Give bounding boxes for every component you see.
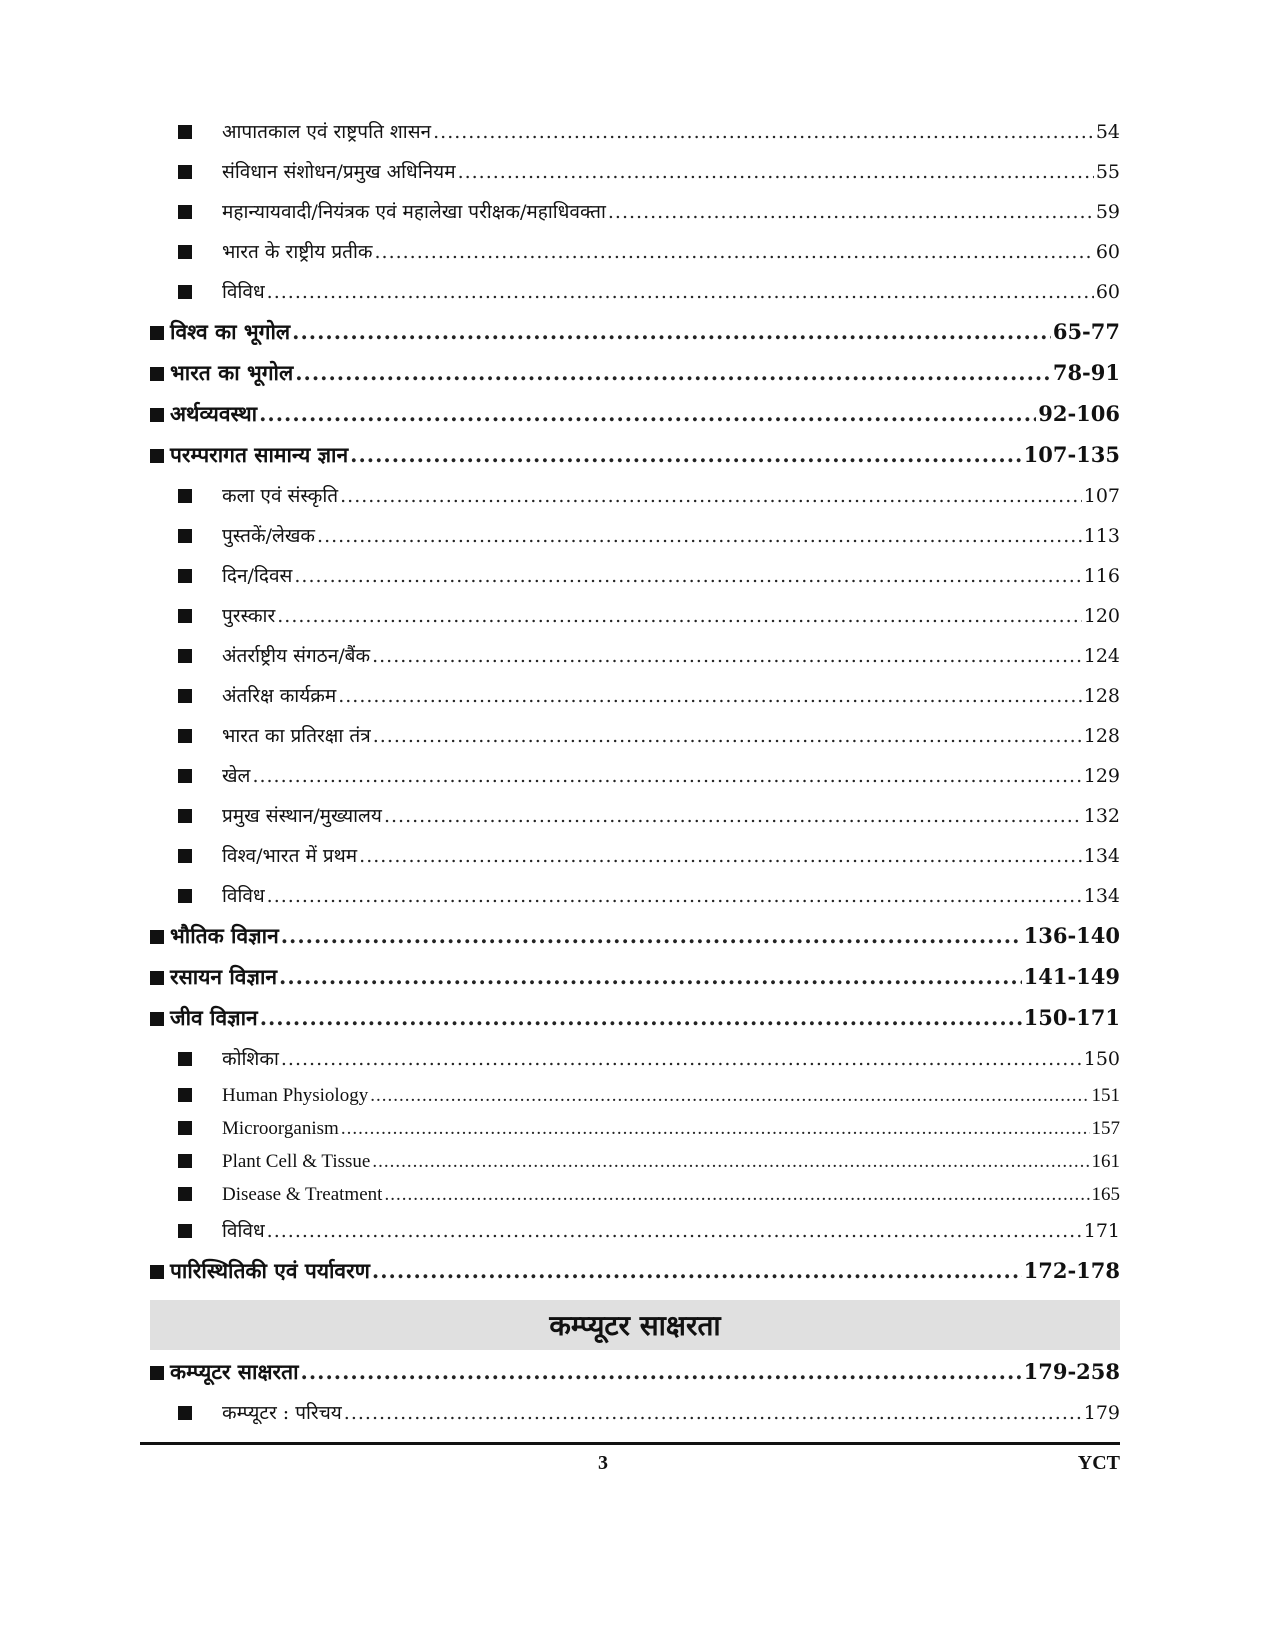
toc-entry[interactable]: विश्व/भारत में प्रथम ..... 134 — [150, 842, 1120, 882]
square-bullet-icon — [178, 849, 192, 863]
dot-leader — [260, 1005, 1022, 1030]
dot-leader — [372, 645, 1082, 667]
dot-leader — [259, 401, 1036, 426]
square-bullet-icon — [178, 245, 192, 259]
toc-entry[interactable]: Microorganism ..... 157 — [150, 1118, 1120, 1151]
dot-leader — [458, 161, 1094, 183]
square-bullet-icon — [178, 1406, 192, 1420]
dot-leader — [350, 442, 1021, 467]
toc-chapter[interactable]: परम्परागत सामान्य ज्ञान ..... 107-135 — [150, 441, 1120, 482]
square-bullet-icon — [178, 205, 192, 219]
toc-chapter[interactable]: अर्थव्यवस्था ..... 92-106 — [150, 400, 1120, 441]
toc-entry[interactable]: पुरस्कार ..... 120 — [150, 602, 1120, 642]
square-bullet-icon — [178, 889, 192, 903]
toc-chapter[interactable]: कम्प्यूटर साक्षरता ..... 179-258 — [150, 1358, 1120, 1399]
dot-leader — [281, 1048, 1082, 1070]
section-heading: कम्प्यूटर साक्षरता — [150, 1300, 1120, 1350]
toc-entry[interactable]: Plant Cell & Tissue ..... 161 — [150, 1151, 1120, 1184]
square-bullet-icon — [178, 809, 192, 823]
dot-leader — [292, 319, 1051, 344]
dot-leader — [359, 845, 1082, 867]
toc-entry[interactable]: भारत के राष्ट्रीय प्रतीक ..... 60 — [150, 238, 1120, 278]
toc-entry[interactable]: कोशिका ..... 150 — [150, 1045, 1120, 1085]
square-bullet-icon — [178, 1187, 192, 1201]
dot-leader — [294, 565, 1081, 587]
square-bullet-icon — [178, 1088, 192, 1102]
dot-leader — [370, 1085, 1089, 1107]
dot-leader — [372, 1151, 1089, 1173]
toc-chapter[interactable]: रसायन विज्ञान ..... 141-149 — [150, 963, 1120, 1004]
toc-entry[interactable]: भारत का प्रतिरक्षा तंत्र ..... 128 — [150, 722, 1120, 762]
square-bullet-icon — [150, 449, 164, 463]
dot-leader — [433, 121, 1094, 143]
toc-entry[interactable]: कला एवं संस्कृति ..... 107 — [150, 482, 1120, 522]
dot-leader — [373, 725, 1082, 747]
toc-chapter[interactable]: भारत का भूगोल ..... 78-91 — [150, 359, 1120, 400]
toc-chapter[interactable]: विश्व का भूगोल ..... 65-77 — [150, 318, 1120, 359]
toc-chapter[interactable]: भौतिक विज्ञान ..... 136-140 — [150, 922, 1120, 963]
square-bullet-icon — [150, 971, 164, 985]
toc-entry[interactable]: आपातकाल एवं राष्ट्रपति शासन ..... 54 — [150, 118, 1120, 158]
dot-leader — [317, 525, 1082, 547]
toc-entry[interactable]: प्रमुख संस्थान/मुख्यालय ..... 132 — [150, 802, 1120, 842]
dot-leader — [252, 765, 1081, 787]
square-bullet-icon — [178, 729, 192, 743]
dot-leader — [267, 281, 1094, 303]
square-bullet-icon — [178, 1154, 192, 1168]
square-bullet-icon — [178, 689, 192, 703]
square-bullet-icon — [178, 1052, 192, 1066]
square-bullet-icon — [178, 1121, 192, 1135]
dot-leader — [384, 1184, 1089, 1206]
square-bullet-icon — [150, 326, 164, 340]
dot-leader — [344, 1402, 1082, 1424]
square-bullet-icon — [178, 489, 192, 503]
square-bullet-icon — [178, 1224, 192, 1238]
square-bullet-icon — [150, 1012, 164, 1026]
dot-leader — [279, 964, 1022, 989]
dot-leader — [384, 805, 1082, 827]
square-bullet-icon — [178, 125, 192, 139]
dot-leader — [295, 360, 1051, 385]
dot-leader — [281, 923, 1022, 948]
dot-leader — [374, 241, 1093, 263]
page-number: 3 — [598, 1452, 608, 1474]
square-bullet-icon — [150, 930, 164, 944]
square-bullet-icon — [150, 1366, 164, 1380]
toc-chapter[interactable]: जीव विज्ञान ..... 150-171 — [150, 1004, 1120, 1045]
square-bullet-icon — [178, 165, 192, 179]
toc-entry[interactable]: Disease & Treatment ..... 165 — [150, 1184, 1120, 1217]
dot-leader — [372, 1258, 1022, 1283]
square-bullet-icon — [178, 285, 192, 299]
square-bullet-icon — [150, 367, 164, 381]
dot-leader — [338, 685, 1082, 707]
toc-entry[interactable]: कम्प्यूटर : परिचय ..... 179 — [150, 1399, 1120, 1439]
square-bullet-icon — [178, 649, 192, 663]
square-bullet-icon — [150, 1265, 164, 1279]
dot-leader — [341, 1118, 1090, 1140]
toc-entry[interactable]: दिन/दिवस ..... 116 — [150, 562, 1120, 602]
toc-entry[interactable]: अंतरिक्ष कार्यक्रम ..... 128 — [150, 682, 1120, 722]
dot-leader — [267, 1220, 1082, 1242]
toc-entry[interactable]: संविधान संशोधन/प्रमुख अधिनियम ..... 55 — [150, 158, 1120, 198]
square-bullet-icon — [150, 408, 164, 422]
publisher-brand: YCT — [1077, 1452, 1120, 1474]
toc-entry[interactable]: अंतर्राष्ट्रीय संगठन/बैंक ..... 124 — [150, 642, 1120, 682]
dot-leader — [608, 201, 1094, 223]
footer-divider — [140, 1442, 1120, 1445]
square-bullet-icon — [178, 569, 192, 583]
toc-entry[interactable]: विविध ..... 134 — [150, 882, 1120, 922]
toc-entry[interactable]: खेल ..... 129 — [150, 762, 1120, 802]
square-bullet-icon — [178, 609, 192, 623]
toc-entry[interactable]: विविध ..... 60 — [150, 278, 1120, 318]
toc-entry[interactable]: महान्यायवादी/नियंत्रक एवं महालेखा परीक्षक/महाधिवक्ता ..... 59 — [150, 198, 1120, 238]
dot-leader — [277, 605, 1081, 627]
table-of-contents — [150, 118, 1120, 1439]
dot-leader — [301, 1359, 1022, 1384]
dot-leader — [267, 885, 1082, 907]
toc-entry[interactable]: Human Physiology ..... 151 — [150, 1085, 1120, 1118]
dot-leader — [340, 485, 1082, 507]
toc-entry[interactable]: पुस्तकें/लेखक ..... 113 — [150, 522, 1120, 562]
square-bullet-icon — [178, 769, 192, 783]
toc-entry[interactable]: विविध ..... 171 — [150, 1217, 1120, 1257]
square-bullet-icon — [178, 529, 192, 543]
toc-chapter[interactable]: पारिस्थितिकी एवं पर्यावरण ..... 172-178 — [150, 1257, 1120, 1298]
